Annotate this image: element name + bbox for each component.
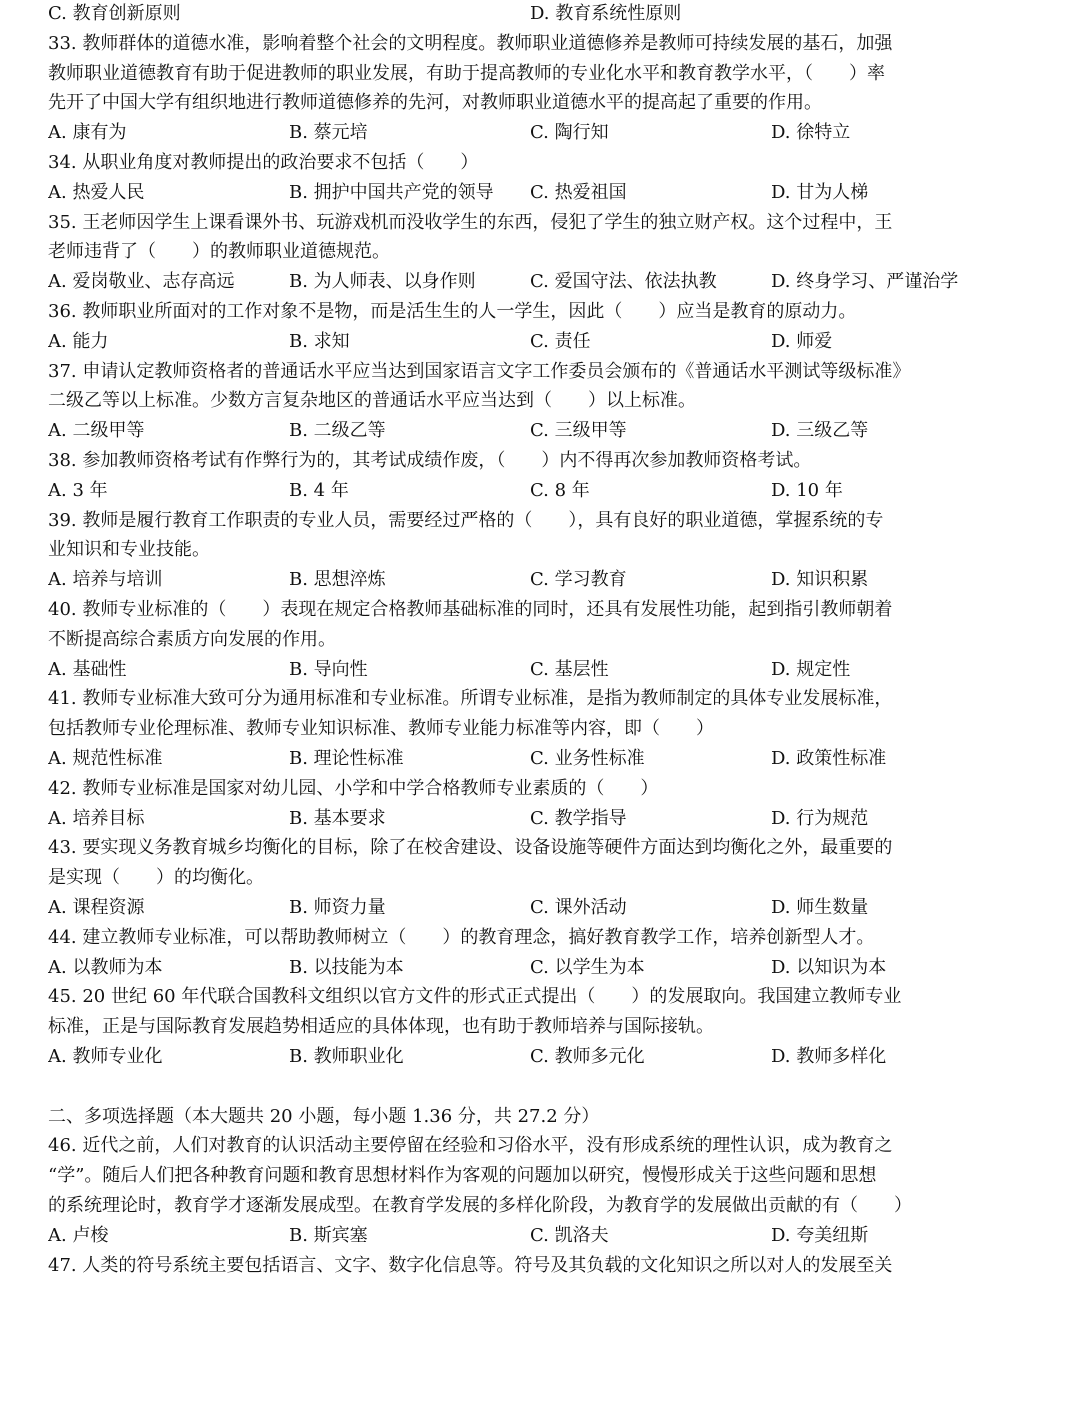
option-b: B. 以技能为本	[289, 956, 404, 978]
option-c: C. 教育创新原则	[48, 3, 181, 24]
option-c: C. 三级甲等	[530, 420, 627, 442]
option-d: D. 教育系统性原则	[530, 3, 682, 24]
question-text: 40. 教师专业标准的（ ）表现在规定合格教师基础标准的同时，还具有发展性功能，起到指引教师朝着	[48, 598, 893, 620]
option-d: D. 以知识为本	[771, 956, 887, 978]
question-text: 33. 教师群体的道德水准，影响着整个社会的文明程度。教师职业道德修养是教师可持续发展的基石，加强	[48, 32, 893, 54]
question-text: 45. 20 世纪 60 年代联合国教科文组织以官方文件的形式正式提出（ ）的发展取向。我国建立教师专业	[48, 986, 902, 1008]
option-row	[48, 118, 1038, 148]
question-block	[48, 684, 1080, 773]
option-a: A. 课程资源	[48, 896, 145, 918]
question-block	[48, 982, 1080, 1071]
option-b: B. 二级乙等	[289, 420, 386, 442]
option-d: D. 10 年	[771, 479, 843, 501]
question-text: 38. 参加教师资格考试有作弊行为的，其考试成绩作废，（ ）内不得再次参加教师资格考试。	[48, 449, 812, 471]
option-b: B. 理论性标准	[289, 747, 404, 769]
option-b: B. 斯宾塞	[289, 1224, 368, 1246]
option-a: A. 爱岗敬业、志存高远	[48, 271, 235, 293]
option-b: B. 为人师表、以身作则	[289, 271, 476, 293]
option-d: D. 师生数量	[771, 896, 869, 918]
option-a: A. 康有为	[48, 122, 127, 144]
option-c: C. 责任	[530, 330, 591, 352]
option-a: A. 卢梭	[48, 1224, 109, 1246]
question-text: 包括教师专业伦理标准、教师专业知识标准、教师专业能力标准等内容，即（ ）	[48, 718, 714, 740]
option-b: B. 思想淬炼	[289, 569, 386, 591]
question-text: 46. 近代之前，人们对教育的认识活动主要停留在经验和习俗水平，没有形成系统的理性认识，成为教育之	[48, 1135, 893, 1157]
question-list	[48, 29, 1080, 1072]
option-b: B. 求知	[289, 330, 350, 352]
option-c: C. 凯洛夫	[530, 1224, 609, 1246]
option-b: B. 教师职业化	[289, 1045, 404, 1067]
option-d: D. 终身学习、严谨治学	[771, 271, 959, 293]
question-46	[48, 1131, 1080, 1250]
question-block	[48, 923, 1080, 983]
question-block	[48, 148, 1080, 208]
question-block	[48, 208, 1080, 297]
option-row	[48, 893, 1038, 923]
option-row	[48, 1221, 1038, 1251]
option-row	[48, 416, 1038, 446]
option-a: A. 二级甲等	[48, 420, 145, 442]
option-b: B. 导向性	[289, 658, 368, 680]
question-block	[48, 446, 1080, 506]
option-c: C. 教学指导	[530, 807, 627, 829]
question-text: 39. 教师是履行教育工作职责的专业人员，需要经过严格的（ ），具有良好的职业道德，掌握系统的专	[48, 509, 884, 531]
section-heading: 二、多项选择题（本大题共 20 小题，每小题 1.36 分，共 27.2 分）	[48, 1105, 600, 1127]
question-text: 37. 申请认定教师资格者的普通话水平应当达到国家语言文字工作委员会颁布的《普通话水平测试等级标准》	[48, 360, 911, 382]
question-text: 43. 要实现义务教育城乡均衡化的目标，除了在校舍建设、设备设施等硬件方面达到均衡化之外，最重要的	[48, 837, 893, 859]
question-text: 42. 教师专业标准是国家对幼儿园、小学和中学合格教师专业素质的（ ）	[48, 777, 659, 799]
question-block	[48, 833, 1080, 922]
option-c: C. 热爱祖国	[530, 181, 627, 203]
option-d: D. 师爱	[771, 330, 833, 352]
question-text: 的系统理论时，教育学才逐渐发展成型。在教育学发展的多样化阶段，为教育学的发展做出贡献的有（ ）	[48, 1195, 912, 1217]
option-row	[48, 804, 1038, 834]
question-text: 教师职业道德教育有助于促进教师的职业发展，有助于提高教师的专业化水平和教育教学水平，（ ）率	[48, 62, 885, 84]
option-d: D. 甘为人梯	[771, 181, 869, 203]
question-block	[48, 506, 1080, 595]
option-c: C. 8 年	[530, 479, 590, 501]
option-row	[48, 267, 1038, 297]
option-a: A. 能力	[48, 330, 109, 352]
option-row	[48, 655, 1038, 685]
option-d: D. 三级乙等	[771, 420, 869, 442]
option-row	[48, 953, 1038, 983]
option-d: D. 知识积累	[771, 569, 869, 591]
option-d: D. 政策性标准	[771, 747, 887, 769]
question-text: 35. 王老师因学生上课看课外书、玩游戏机而没收学生的东西，侵犯了学生的独立财产权。这个过程中，王	[48, 211, 893, 233]
option-c: C. 学习教育	[530, 569, 627, 591]
option-c: C. 课外活动	[530, 896, 627, 918]
option-a: A. 基础性	[48, 658, 127, 680]
option-d: D. 行为规范	[771, 807, 869, 829]
option-row	[48, 565, 1038, 595]
question-text: 34. 从职业角度对教师提出的政治要求不包括（ ）	[48, 151, 479, 173]
option-b: B. 拥护中国共产党的领导	[289, 181, 494, 203]
question-text: 标准，正是与国际教育发展趋势相适应的具体体现，也有助于教师培养与国际接轨。	[48, 1016, 714, 1038]
question-text: 不断提高综合素质方向发展的作用。	[48, 628, 336, 650]
question-block	[48, 595, 1080, 684]
option-d: D. 夸美纽斯	[771, 1224, 869, 1246]
option-c: C. 爱国守法、依法执教	[530, 271, 717, 293]
question-text: 是实现（ ）的均衡化。	[48, 867, 264, 889]
question-text: 先开了中国大学有组织地进行教师道德修养的先河，对教师职业道德水平的提高起了重要的作用。	[48, 92, 822, 114]
question-block	[48, 297, 1080, 357]
option-b: B. 4 年	[289, 479, 349, 501]
option-row	[48, 744, 1038, 774]
option-c: C. 以学生为本	[530, 956, 645, 978]
question-block	[48, 29, 1080, 148]
question-text: 36. 教师职业所面对的工作对象不是物，而是活生生的人一学生，因此（ ）应当是教育的原动力。	[48, 300, 857, 322]
option-c: C. 教师多元化	[530, 1045, 645, 1067]
option-a: A. 培养目标	[48, 807, 145, 829]
question-47-text: 47. 人类的符号系统主要包括语言、文字、数字化信息等。符号及其负载的文化知识之所以对人的发展至关	[48, 1254, 893, 1276]
option-row	[48, 476, 1038, 506]
option-d: D. 规定性	[771, 658, 851, 680]
option-c: C. 基层性	[530, 658, 609, 680]
section-multiple-choice	[48, 1102, 1080, 1281]
option-d: D. 徐特立	[771, 122, 851, 144]
option-row	[48, 327, 1038, 357]
option-a: A. 热爱人民	[48, 181, 145, 203]
option-c: C. 陶行知	[530, 122, 609, 144]
option-a: A. 教师专业化	[48, 1045, 163, 1067]
option-a: A. 3 年	[48, 479, 108, 501]
question-text: 44. 建立教师专业标准，可以帮助教师树立（ ）的教育理念，搞好教育教学工作，培养创新型人才。	[48, 926, 875, 948]
option-c: C. 业务性标准	[530, 747, 645, 769]
question-block	[48, 774, 1080, 834]
option-b: B. 蔡元培	[289, 122, 368, 144]
question-text: 老师违背了（ ）的教师职业道德规范。	[48, 241, 390, 263]
option-a: A. 培养与培训	[48, 569, 163, 591]
option-d: D. 教师多样化	[771, 1045, 887, 1067]
question-text: 41. 教师专业标准大致可分为通用标准和专业标准。所谓专业标准，是指为教师制定的具体专业发展标准，	[48, 688, 893, 710]
option-b: B. 基本要求	[289, 807, 386, 829]
option-row	[48, 178, 1038, 208]
question-text: “学”。随后人们把各种教育问题和教育思想材料作为客观的问题加以研究，慢慢形成关于这些问题和思想	[48, 1165, 877, 1187]
option-row	[48, 1042, 1038, 1072]
question-text: 二级乙等以上标准。少数方言复杂地区的普通话水平应当达到（ ）以上标准。	[48, 390, 696, 412]
question-text: 业知识和专业技能。	[48, 539, 210, 561]
option-b: B. 师资力量	[289, 896, 386, 918]
question-block	[48, 357, 1080, 446]
option-row	[48, 0, 1038, 29]
option-a: A. 以教师为本	[48, 956, 163, 978]
option-a: A. 规范性标准	[48, 747, 163, 769]
